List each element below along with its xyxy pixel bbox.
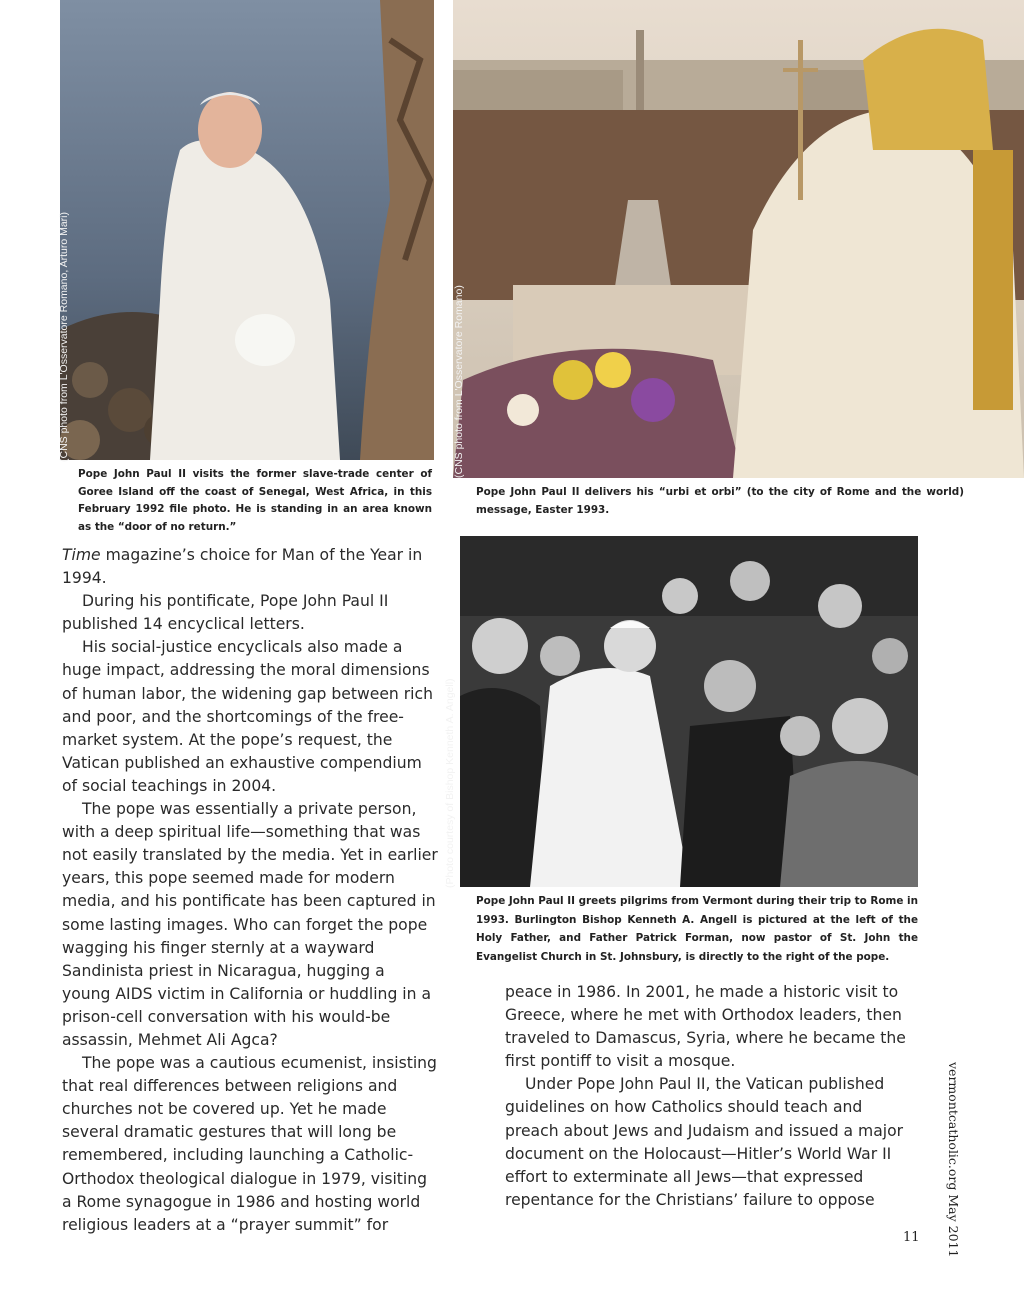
site-and-issue-date: vermontcatholic.org May 2011 bbox=[946, 1062, 961, 1258]
urbi-photo-credit: (CNS photo from L'Osservatore Romano) bbox=[453, 285, 465, 478]
page-number: 11 bbox=[903, 1230, 920, 1245]
article-paragraph: Under Pope John Paul II, the Vatican published guidelines on how Catholics should teach and preach about Jews and Judaism and issued a major document on the Holocaust—Hitler’s World War II effort to exterminate all Jews—that expressed repentance for the Christians’ failure to oppose bbox=[505, 1075, 904, 1209]
urbi-et-orbi-photo bbox=[453, 0, 1024, 478]
goree-island-photo bbox=[60, 0, 434, 460]
magazine-name: Time bbox=[62, 546, 101, 564]
article-paragraph: peace in 1986. In 2001, he made a historic visit to Greece, where he met with Orthodox leaders, then traveled to Damascus, Syria, where he became the first pontiff to visit a mosque. bbox=[505, 983, 906, 1071]
article-column-2 bbox=[505, 981, 917, 1212]
urbi-photo-caption: Pope John Paul II delivers his “urbi et orbi” (to the city of Rome and the world) message, Easter 1993. bbox=[476, 486, 964, 516]
article-paragraph: During his pontificate, Pope John Paul II published 14 encyclical letters. bbox=[62, 592, 389, 634]
goree-photo-credit: (CNS photo from L'Osservatore Romano, Arturo Mari) bbox=[58, 211, 70, 462]
article-paragraph: His social-justice encyclicals also made a huge impact, addressing the moral dimensions of human labor, the widening gap between rich and poor, and the shortcomings of the free-market system. At the pope’s request, the Vatican published an exhaustive compendium of social teachings in 2004. bbox=[62, 638, 433, 795]
pilgrims-photo-caption: Pope John Paul II greets pilgrims from Vermont during their trip to Rome in 1993. Burlington Bishop Kenneth A. Angell is pictured at the left of the Holy Father, and Father Patrick Forman, now pastor of St. John the Evangelist Church in St. Johnsbury, is directly to the right of the pope. bbox=[476, 895, 918, 963]
article-paragraph: Time magazine’s choice for Man of the Year in 1994. bbox=[62, 546, 423, 588]
pilgrims-photo bbox=[460, 536, 918, 887]
article-paragraph: The pope was a cautious ecumenist, insisting that real differences between religions and churches not be covered up. Yet he made several dramatic gestures that will long be remembered, including launching a Catholic-Orthodox theological dialogue in 1979, visiting a Rome synagogue in 1986 and hosting world religious leaders at a “prayer summit” for bbox=[62, 1054, 437, 1234]
article-column-1 bbox=[62, 544, 438, 1237]
pilgrims-photo-credit: (Photo courtesy of Bishop Kenneth A. Angell) bbox=[444, 678, 456, 888]
goree-photo-caption: Pope John Paul II visits the former slave-trade center of Goree Island off the coast of Senegal, West Africa, in this February 1992 file photo. He is standing in an area known as the “door of no return.” bbox=[78, 468, 432, 533]
article-paragraph: The pope was essentially a private person, with a deep spiritual life—something that was not easily translated by the media. Yet in earlier years, this pope seemed made for modern media, and his pontificate has been captured in some lasting images. Who can forget the pope wagging his finger sternly at a wayward Sandinista priest in Nicaragua, hugging a young AIDS victim in California or huddling in a prison-cell conversation with his would-be assassin, Mehmet Ali Agca? bbox=[62, 800, 438, 1049]
